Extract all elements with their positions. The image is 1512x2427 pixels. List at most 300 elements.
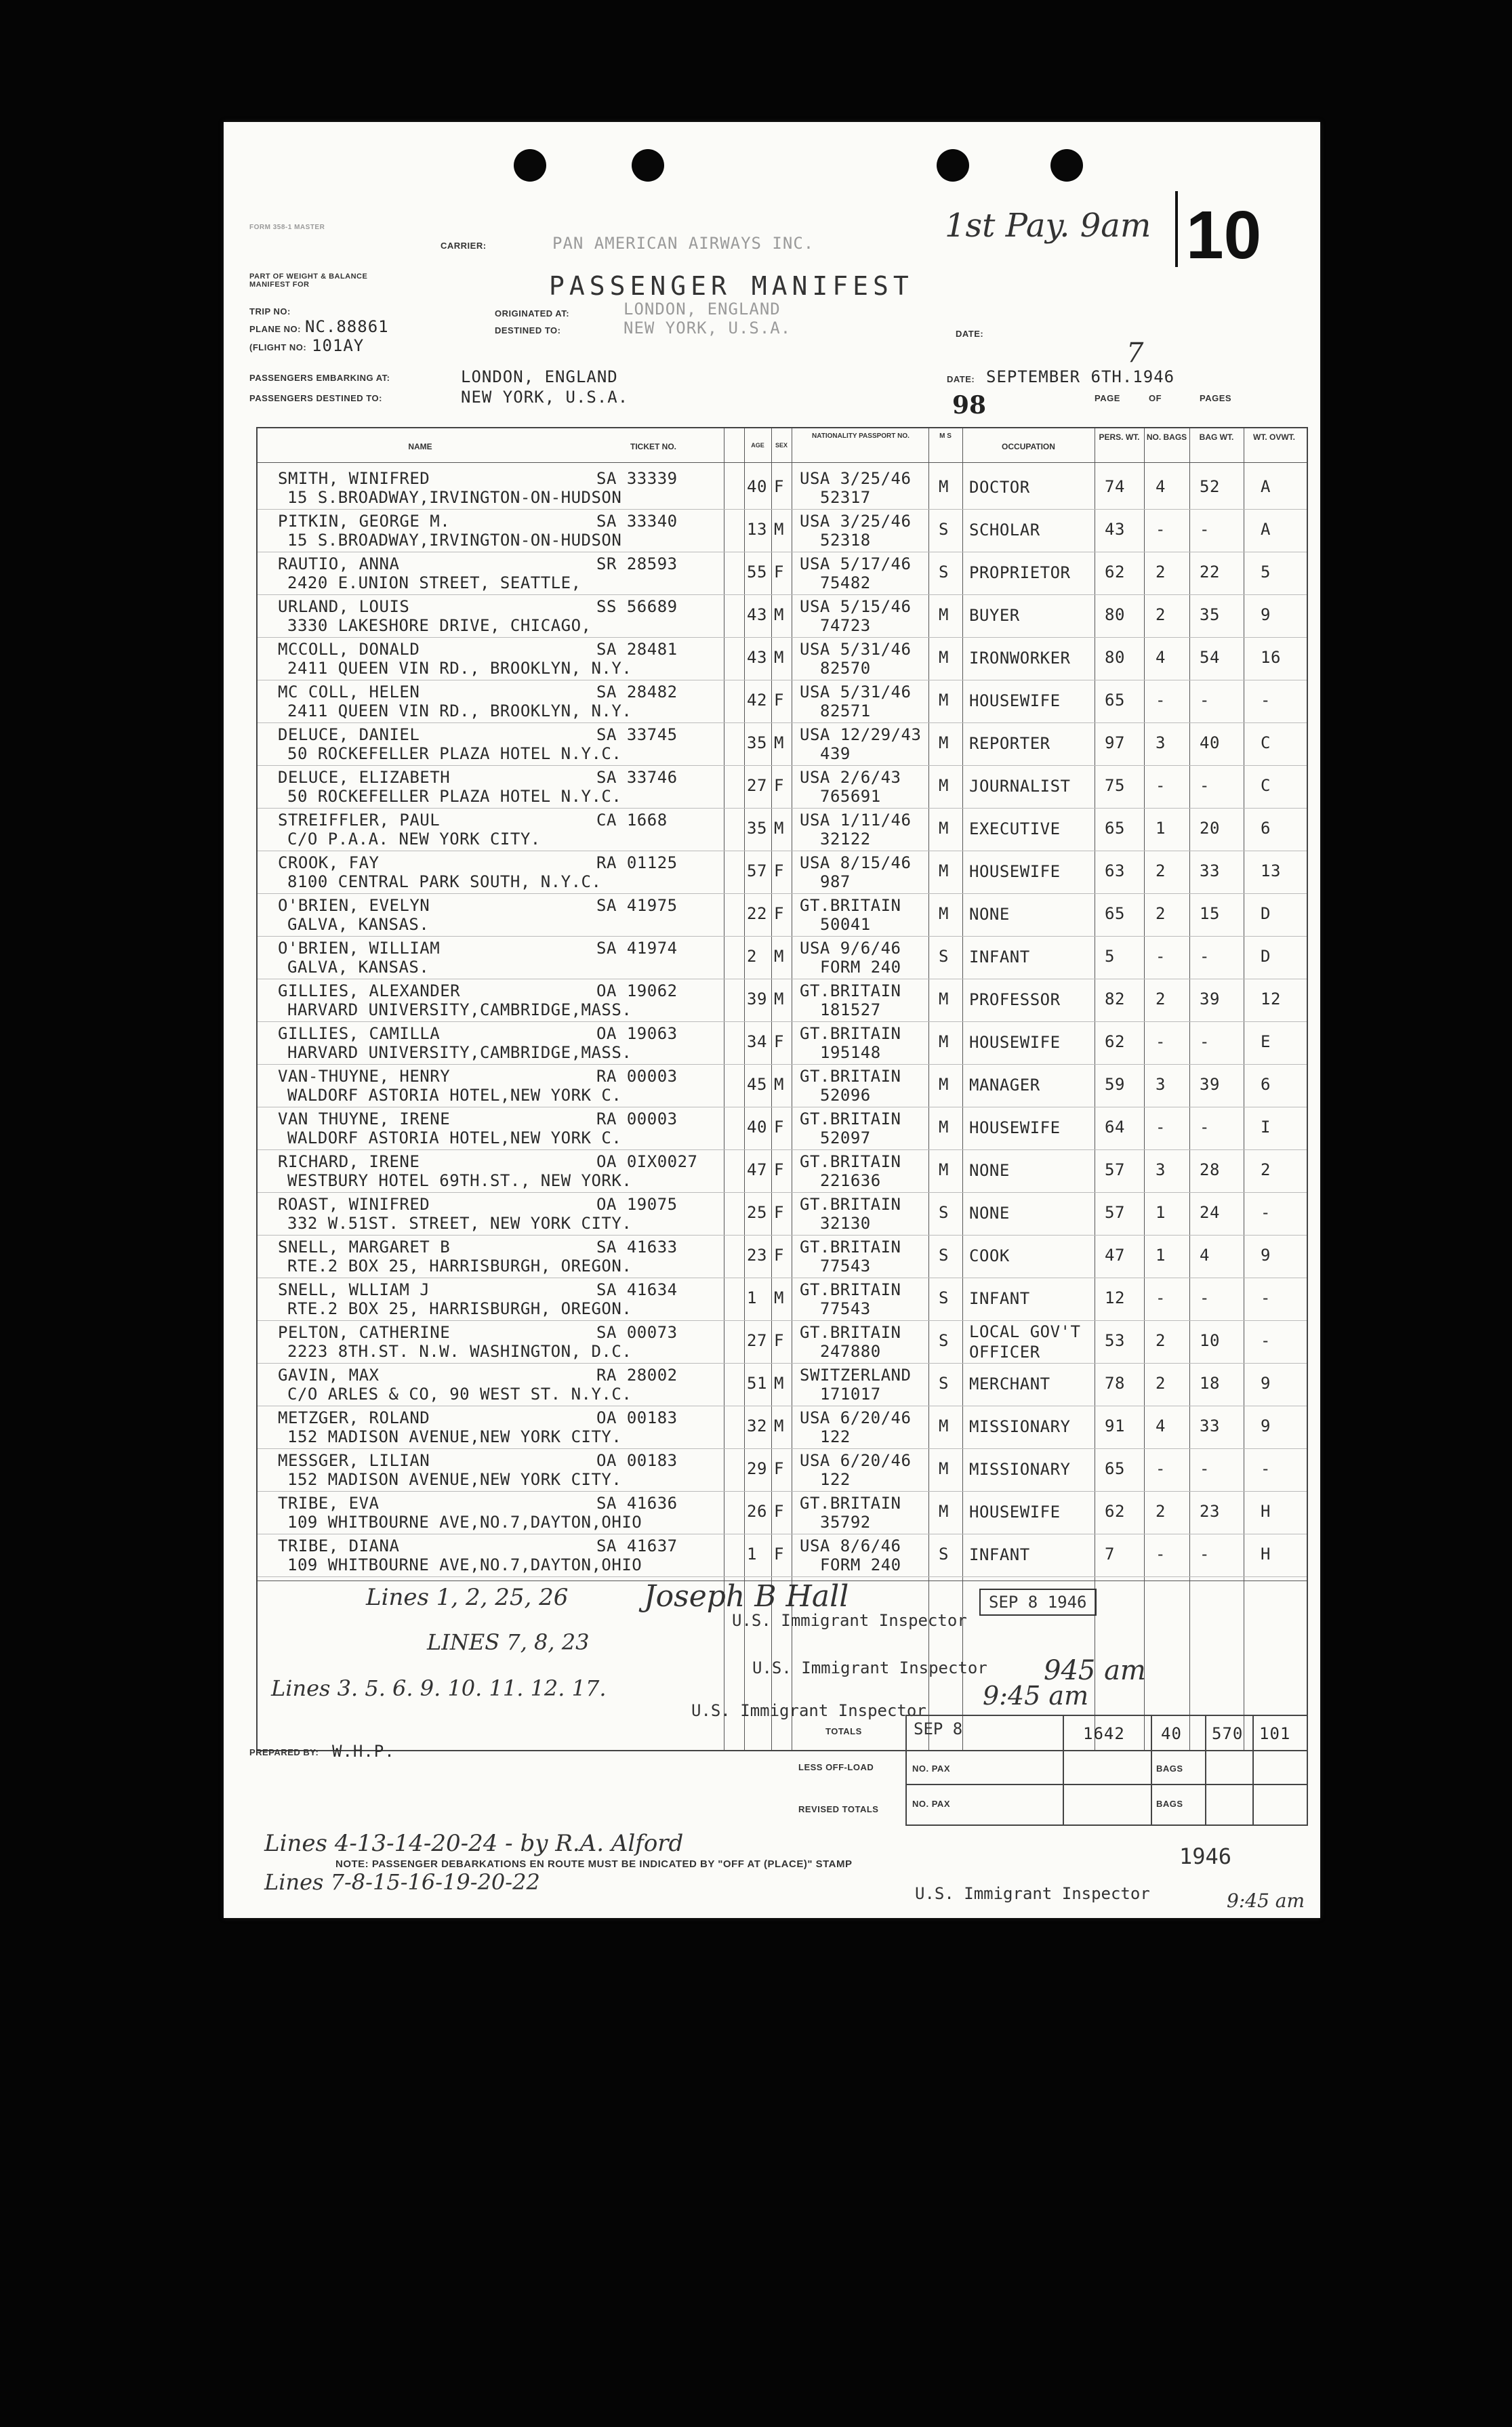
table-row [258, 1149, 1307, 1192]
cell-pass: 74723 [820, 616, 871, 635]
cell-name: GILLIES, CAMILLA [278, 1024, 441, 1043]
cell-address: WESTBURY HOTEL 69TH.ST., NEW YORK. [287, 1171, 632, 1190]
handwritten-98: 98 [952, 391, 987, 420]
cell-bags: 2 [1156, 990, 1166, 1008]
cell-ms: S [939, 520, 949, 539]
cell-age: 13 [747, 520, 767, 539]
cell-ticket: SA 33746 [596, 768, 678, 787]
cell-name: DELUCE, ELIZABETH [278, 768, 451, 787]
cell-bwt: - [1200, 1545, 1210, 1564]
cell-age: 25 [747, 1203, 767, 1222]
cell-nat: USA 2/6/43 [800, 768, 901, 787]
cell-name: SMITH, WINIFRED [278, 469, 430, 488]
cell-name: VAN THUYNE, IRENE [278, 1109, 451, 1128]
cell-bwt: - [1200, 947, 1210, 966]
cell-sex: M [774, 990, 784, 1008]
cell-sex: F [774, 1502, 784, 1521]
cell-name: MESSGER, LILIAN [278, 1451, 430, 1470]
date2-label: DATE: [947, 374, 975, 384]
cell-sex: F [774, 861, 784, 880]
cell-pwt: 80 [1105, 605, 1125, 624]
cell-name: SNELL, WLLIAM J [278, 1280, 430, 1299]
cell-bwt: 33 [1200, 861, 1220, 880]
inspector-stamp-3: U.S. Immigrant Inspector [691, 1701, 926, 1720]
flight-label: (FLIGHT NO: [249, 342, 307, 352]
cell-ticket: SA 41974 [596, 939, 678, 958]
cell-occ: PROPRIETOR [969, 563, 1071, 582]
cell-pwt: 91 [1105, 1416, 1125, 1435]
cell-address: C/O ARLES & CO, 90 WEST ST. N.Y.C. [287, 1385, 632, 1404]
inspector-stamp-4: U.S. Immigrant Inspector [915, 1884, 1150, 1903]
corner-box-line [1175, 191, 1178, 267]
table-row [258, 1107, 1307, 1149]
cell-bwt: 39 [1200, 1075, 1220, 1094]
cell-pass: 32122 [820, 830, 871, 849]
no-pax-label-2: NO. PAX [912, 1799, 950, 1809]
table-row [258, 1448, 1307, 1491]
cell-pwt: 65 [1105, 904, 1125, 923]
col-ms: M S [939, 432, 952, 440]
cell-sex: F [774, 477, 784, 496]
cell-bwt: 15 [1200, 904, 1220, 923]
cell-nat: GT.BRITAIN [800, 1238, 901, 1257]
cell-ticket: OA 19075 [596, 1195, 678, 1214]
cell-ms: M [939, 776, 949, 795]
cell-address: 15 S.BROADWAY,IRVINGTON-ON-HUDSON [287, 531, 622, 550]
total-bag-wt: 570 [1212, 1724, 1244, 1743]
handwritten-lines-d: Lines 4-13-14-20-24 - by R.A. Alford [264, 1830, 684, 1857]
cell-pwt: 62 [1105, 1032, 1125, 1051]
cell-nat: USA 12/29/43 [800, 725, 922, 744]
cell-bags: - [1156, 776, 1166, 795]
cell-pass: 52317 [820, 488, 871, 507]
cell-name: CROOK, FAY [278, 853, 380, 872]
cell-age: 47 [747, 1160, 767, 1179]
cell-occ: NONE [969, 905, 1010, 924]
cell-nat: SWITZERLAND [800, 1366, 912, 1385]
cell-ticket: SA 28482 [596, 682, 678, 701]
cell-ms: M [939, 819, 949, 838]
cell-bwt: 18 [1200, 1374, 1220, 1393]
cell-address: WALDORF ASTORIA HOTEL,NEW YORK C. [287, 1128, 622, 1147]
cell-ovwt: - [1261, 1203, 1271, 1222]
cell-ms: M [939, 605, 949, 624]
cell-pwt: 57 [1105, 1203, 1125, 1222]
cell-pass: 50041 [820, 915, 871, 934]
cell-occ: INFANT [969, 1545, 1030, 1564]
cell-name: URLAND, LOUIS [278, 597, 410, 616]
cell-sex: M [774, 733, 784, 752]
handwritten-lines-c: Lines 3. 5. 6. 9. 10. 11. 12. 17. [271, 1675, 607, 1701]
cell-ms: M [939, 990, 949, 1008]
cell-ovwt: H [1261, 1545, 1271, 1564]
cell-ms: M [939, 1075, 949, 1094]
embarking-label: PASSENGERS EMBARKING AT: [249, 373, 390, 383]
cell-age: 55 [747, 563, 767, 582]
cell-bwt: 28 [1200, 1160, 1220, 1179]
cell-address: C/O P.A.A. NEW YORK CITY. [287, 830, 541, 849]
cell-sex: F [774, 1203, 784, 1222]
handwritten-lines-b: LINES 7, 8, 23 [427, 1629, 590, 1655]
table-row [258, 1491, 1307, 1534]
cell-pass: 181527 [820, 1000, 881, 1019]
cell-ovwt: H [1261, 1502, 1271, 1521]
table-row [258, 509, 1307, 552]
table-row [258, 851, 1307, 893]
cell-bags: 3 [1156, 1160, 1166, 1179]
corner-note: 1st Pay. 9am [945, 207, 1151, 245]
cell-ticket: SA 00073 [596, 1323, 678, 1342]
cell-bags: 2 [1156, 1502, 1166, 1521]
cell-name: MC COLL, HELEN [278, 682, 420, 701]
cell-bwt: - [1200, 691, 1210, 710]
cell-bags: 1 [1156, 1246, 1166, 1265]
total-ovwt: 101 [1259, 1724, 1291, 1743]
pages-label: PAGES [1200, 393, 1232, 403]
table-row [258, 466, 1307, 509]
cell-occ: REPORTER [969, 734, 1050, 753]
cell-ms: M [939, 648, 949, 667]
cell-bags: 2 [1156, 904, 1166, 923]
cell-bags: - [1156, 691, 1166, 710]
carrier-label: CARRIER: [441, 241, 487, 251]
col-age: AGE [751, 442, 764, 449]
cell-sex: M [774, 1288, 784, 1307]
cell-ovwt: 6 [1261, 819, 1271, 838]
cell-sex: F [774, 1160, 784, 1179]
cell-bags: - [1156, 1545, 1166, 1564]
cell-age: 22 [747, 904, 767, 923]
cell-pwt: 62 [1105, 563, 1125, 582]
cell-bags: - [1156, 1459, 1166, 1478]
col-bag-wt: BAG WT. [1199, 432, 1234, 442]
cell-age: 1 [747, 1545, 757, 1564]
cell-age: 43 [747, 648, 767, 667]
table-row [258, 1406, 1307, 1448]
cell-name: PITKIN, GEORGE M. [278, 512, 451, 531]
cell-name: RICHARD, IRENE [278, 1152, 420, 1171]
cell-pass: 247880 [820, 1342, 881, 1361]
cell-ticket: SA 41637 [596, 1536, 678, 1555]
cell-address: 109 WHITBOURNE AVE,NO.7,DAYTON,OHIO [287, 1513, 642, 1532]
cell-ticket: SA 33340 [596, 512, 678, 531]
cell-ticket: SA 41636 [596, 1494, 678, 1513]
cell-name: METZGER, ROLAND [278, 1408, 430, 1427]
cell-occ: BUYER [969, 606, 1020, 625]
cell-name: RAUTIO, ANNA [278, 554, 400, 573]
cell-nat: GT.BRITAIN [800, 1494, 901, 1513]
table-row [258, 893, 1307, 936]
cell-pass: 82571 [820, 701, 871, 720]
cell-occ: NONE [969, 1204, 1010, 1223]
cell-bwt: 23 [1200, 1502, 1220, 1521]
cell-occ: INFANT [969, 1289, 1030, 1308]
cell-ms: M [939, 1502, 949, 1521]
cell-occ: LOCAL GOV'T OFFICER [969, 1322, 1081, 1362]
cell-sex: F [774, 1246, 784, 1265]
inspector-stamp-2: U.S. Immigrant Inspector [752, 1658, 987, 1677]
page-number: 7 [1126, 338, 1144, 369]
cell-age: 43 [747, 605, 767, 624]
cell-bwt: 52 [1200, 477, 1220, 496]
cell-age: 2 [747, 947, 757, 966]
table-row [258, 722, 1307, 765]
cell-occ: HOUSEWIFE [969, 1118, 1061, 1137]
plane-no: NC.88861 [305, 317, 389, 336]
cell-name: DELUCE, DANIEL [278, 725, 420, 744]
bags-label: BAGS [1156, 1763, 1183, 1774]
cell-address: GALVA, KANSAS. [287, 958, 430, 977]
cell-address: 2411 QUEEN VIN RD., BROOKLYN, N.Y. [287, 659, 632, 678]
cell-ms: M [939, 1416, 949, 1435]
bags-label-2: BAGS [1156, 1799, 1183, 1809]
cell-bags: 3 [1156, 733, 1166, 752]
cell-address: 152 MADISON AVENUE,NEW YORK CITY. [287, 1470, 622, 1489]
prepared-by: W.H.P. [332, 1742, 395, 1761]
cell-ms: M [939, 477, 949, 496]
cell-age: 40 [747, 477, 767, 496]
cell-pass: 122 [820, 1470, 851, 1489]
cell-nat: USA 3/25/46 [800, 469, 912, 488]
cell-bwt: - [1200, 1459, 1210, 1478]
cell-pass: 77543 [820, 1257, 871, 1276]
cell-nat: GT.BRITAIN [800, 1067, 901, 1086]
cell-bags: 1 [1156, 1203, 1166, 1222]
cell-pass: 52318 [820, 531, 871, 550]
cell-bwt: 54 [1200, 648, 1220, 667]
cell-occ: JOURNALIST [969, 777, 1071, 796]
cell-bwt: 35 [1200, 605, 1220, 624]
cell-sex: M [774, 947, 784, 966]
cell-pass: 439 [820, 744, 851, 763]
cell-bwt: 22 [1200, 563, 1220, 582]
cell-age: 39 [747, 990, 767, 1008]
cell-sex: M [774, 1374, 784, 1393]
punch-hole [937, 149, 969, 182]
cell-bags: - [1156, 1118, 1166, 1137]
cell-nat: USA 5/31/46 [800, 682, 912, 701]
cell-ms: M [939, 1160, 949, 1179]
cell-bags: - [1156, 1288, 1166, 1307]
table-row [258, 1363, 1307, 1406]
originated-label: ORIGINATED AT: [495, 308, 570, 319]
cell-pass: 32130 [820, 1214, 871, 1233]
cell-address: 15 S.BROADWAY,IRVINGTON-ON-HUDSON [287, 488, 622, 507]
cell-name: GILLIES, ALEXANDER [278, 981, 461, 1000]
cell-pass: 171017 [820, 1385, 881, 1404]
cell-bags: - [1156, 947, 1166, 966]
cell-bwt: 20 [1200, 819, 1220, 838]
cell-sex: M [774, 520, 784, 539]
cell-name: O'BRIEN, WILLIAM [278, 939, 441, 958]
cell-ticket: CA 1668 [596, 811, 668, 830]
cell-ovwt: - [1261, 691, 1271, 710]
cell-sex: F [774, 691, 784, 710]
cell-pwt: 57 [1105, 1160, 1125, 1179]
cell-pwt: 64 [1105, 1118, 1125, 1137]
cell-address: 50 ROCKEFELLER PLAZA HOTEL N.Y.C. [287, 787, 622, 806]
cell-bwt: 33 [1200, 1416, 1220, 1435]
cell-occ: HOUSEWIFE [969, 691, 1061, 710]
cell-name: MCCOLL, DONALD [278, 640, 420, 659]
cell-age: 42 [747, 691, 767, 710]
date-label: DATE: [956, 329, 984, 339]
embarking-value: LONDON, ENGLAND [461, 367, 618, 386]
plane-label: PLANE NO: [249, 324, 301, 334]
cell-pwt: 65 [1105, 691, 1125, 710]
stamp-date-2: SEP 8 [914, 1719, 963, 1738]
cell-sex: F [774, 1331, 784, 1350]
less-offload-label: LESS OFF-LOAD [798, 1762, 874, 1772]
cell-pwt: 7 [1105, 1545, 1115, 1564]
trip-label: TRIP NO: [249, 306, 291, 317]
passenger-table [256, 427, 1308, 1751]
cell-address: 8100 CENTRAL PARK SOUTH, N.Y.C. [287, 872, 602, 891]
cell-pass: 82570 [820, 659, 871, 678]
cell-ms: S [939, 1545, 949, 1564]
cell-bwt: - [1200, 520, 1210, 539]
total-bags: 40 [1161, 1724, 1182, 1743]
cell-address: HARVARD UNIVERSITY,CAMBRIDGE,MASS. [287, 1000, 632, 1019]
cell-bags: 1 [1156, 819, 1166, 838]
footer-note: NOTE: PASSENGER DEBARKATIONS EN ROUTE MUST BE INDICATED BY "OFF AT (PLACE)" STAMP [335, 1858, 853, 1870]
cell-occ: NONE [969, 1161, 1010, 1180]
cell-address: GALVA, KANSAS. [287, 915, 430, 934]
table-row [258, 1064, 1307, 1107]
table-row [258, 1320, 1307, 1363]
cell-ovwt: I [1261, 1118, 1271, 1137]
cell-ticket: SR 28593 [596, 554, 678, 573]
handwritten-lines-e: Lines 7-8-15-16-19-20-22 [264, 1869, 540, 1895]
cell-sex: M [774, 819, 784, 838]
col-sex: SEX [775, 442, 788, 449]
punch-hole [632, 149, 664, 182]
cell-ticket: OA 19063 [596, 1024, 678, 1043]
cell-name: O'BRIEN, EVELYN [278, 896, 430, 915]
corner-number: 10 [1186, 197, 1262, 273]
cell-ovwt: - [1261, 1331, 1271, 1350]
cell-address: RTE.2 BOX 25, HARRISBURGH, OREGON. [287, 1299, 632, 1318]
table-row [258, 1235, 1307, 1278]
cell-age: 40 [747, 1118, 767, 1137]
year-stamp: 1946 [1179, 1843, 1232, 1869]
cell-address: 109 WHITBOURNE AVE,NO.7,DAYTON,OHIO [287, 1555, 642, 1574]
handwritten-time-a: 945 am [1044, 1655, 1146, 1686]
cell-age: 1 [747, 1288, 757, 1307]
cell-pass: 77543 [820, 1299, 871, 1318]
manifest-title: PASSENGER MANIFEST [549, 271, 914, 301]
cell-pwt: 75 [1105, 776, 1125, 795]
cell-pass: 52096 [820, 1086, 871, 1105]
cell-sex: F [774, 1545, 784, 1564]
cell-ticket: SA 41633 [596, 1238, 678, 1257]
cell-bwt: 10 [1200, 1331, 1220, 1350]
cell-occ: HOUSEWIFE [969, 862, 1061, 881]
cell-nat: GT.BRITAIN [800, 1109, 901, 1128]
cell-bags: 3 [1156, 1075, 1166, 1094]
cell-ovwt: 6 [1261, 1075, 1271, 1094]
cell-name: ROAST, WINIFRED [278, 1195, 430, 1214]
cell-ovwt: 12 [1261, 990, 1281, 1008]
cell-occ: SCHOLAR [969, 521, 1040, 539]
cell-ticket: RA 00003 [596, 1067, 678, 1086]
cell-ovwt: D [1261, 947, 1271, 966]
cell-bwt: 40 [1200, 733, 1220, 752]
form-id: FORM 358-1 MASTER [249, 224, 325, 231]
col-nationality: NATIONALITY PASSPORT NO. [812, 432, 910, 440]
col-occupation: OCCUPATION [1002, 442, 1055, 451]
cell-bags: 2 [1156, 1331, 1166, 1350]
table-row [258, 808, 1307, 851]
signature-a: Joseph B Hall [644, 1579, 849, 1614]
cell-occ: MANAGER [969, 1076, 1040, 1095]
cell-bags: 2 [1156, 605, 1166, 624]
cell-pass: 765691 [820, 787, 881, 806]
cell-ovwt: C [1261, 776, 1271, 795]
handwritten-lines-a: Lines 1, 2, 25, 26 [366, 1584, 569, 1611]
cell-ovwt: 9 [1261, 1246, 1271, 1265]
cell-bwt: - [1200, 776, 1210, 795]
cell-ticket: SS 56689 [596, 597, 678, 616]
cell-pwt: 53 [1105, 1331, 1125, 1350]
cell-bwt: 24 [1200, 1203, 1220, 1222]
cell-bags: - [1156, 1032, 1166, 1051]
cell-sex: M [774, 1075, 784, 1094]
prepared-label: PREPARED BY: [249, 1747, 319, 1757]
destined-pass-label: PASSENGERS DESTINED TO: [249, 393, 382, 403]
cell-bwt: - [1200, 1288, 1210, 1307]
date-value: SEPTEMBER 6TH.1946 [986, 367, 1175, 386]
cell-pwt: 5 [1105, 947, 1115, 966]
cell-age: 23 [747, 1246, 767, 1265]
punch-hole [1050, 149, 1083, 182]
cell-address: 3330 LAKESHORE DRIVE, CHICAGO, [287, 616, 592, 635]
cell-bags: - [1156, 520, 1166, 539]
col-ticket: TICKET NO. [630, 442, 676, 451]
cell-ovwt: 9 [1261, 1416, 1271, 1435]
cell-bags: 2 [1156, 861, 1166, 880]
cell-age: 34 [747, 1032, 767, 1051]
totals-label: TOTALS [825, 1726, 862, 1736]
cell-bwt: - [1200, 1032, 1210, 1051]
cell-age: 35 [747, 733, 767, 752]
cell-pwt: 78 [1105, 1374, 1125, 1393]
flight-no: 101AY [312, 336, 365, 355]
cell-ticket: SA 41975 [596, 896, 678, 915]
cell-ticket: RA 00003 [596, 1109, 678, 1128]
cell-address: 2411 QUEEN VIN RD., BROOKLYN, N.Y. [287, 701, 632, 720]
cell-occ: INFANT [969, 947, 1030, 966]
cell-ticket: OA 00183 [596, 1408, 678, 1427]
page-label: PAGE [1095, 393, 1120, 403]
handwritten-time-c: 9:45 am [1227, 1890, 1305, 1912]
cell-ticket: SA 33745 [596, 725, 678, 744]
cell-ms: S [939, 947, 949, 966]
cell-nat: USA 3/25/46 [800, 512, 912, 531]
cell-occ: DOCTOR [969, 478, 1030, 497]
cell-ovwt: 13 [1261, 861, 1281, 880]
cell-bags: 2 [1156, 1374, 1166, 1393]
cell-ticket: RA 28002 [596, 1366, 678, 1385]
cell-name: PELTON, CATHERINE [278, 1323, 451, 1342]
cell-occ: EXECUTIVE [969, 819, 1061, 838]
table-row [258, 680, 1307, 722]
of-label: OF [1149, 393, 1162, 403]
cell-ovwt: E [1261, 1032, 1271, 1051]
col-pers-wt: PERS. WT. [1099, 432, 1140, 442]
cell-pass: 122 [820, 1427, 851, 1446]
cell-address: 152 MADISON AVENUE,NEW YORK CITY. [287, 1427, 622, 1446]
